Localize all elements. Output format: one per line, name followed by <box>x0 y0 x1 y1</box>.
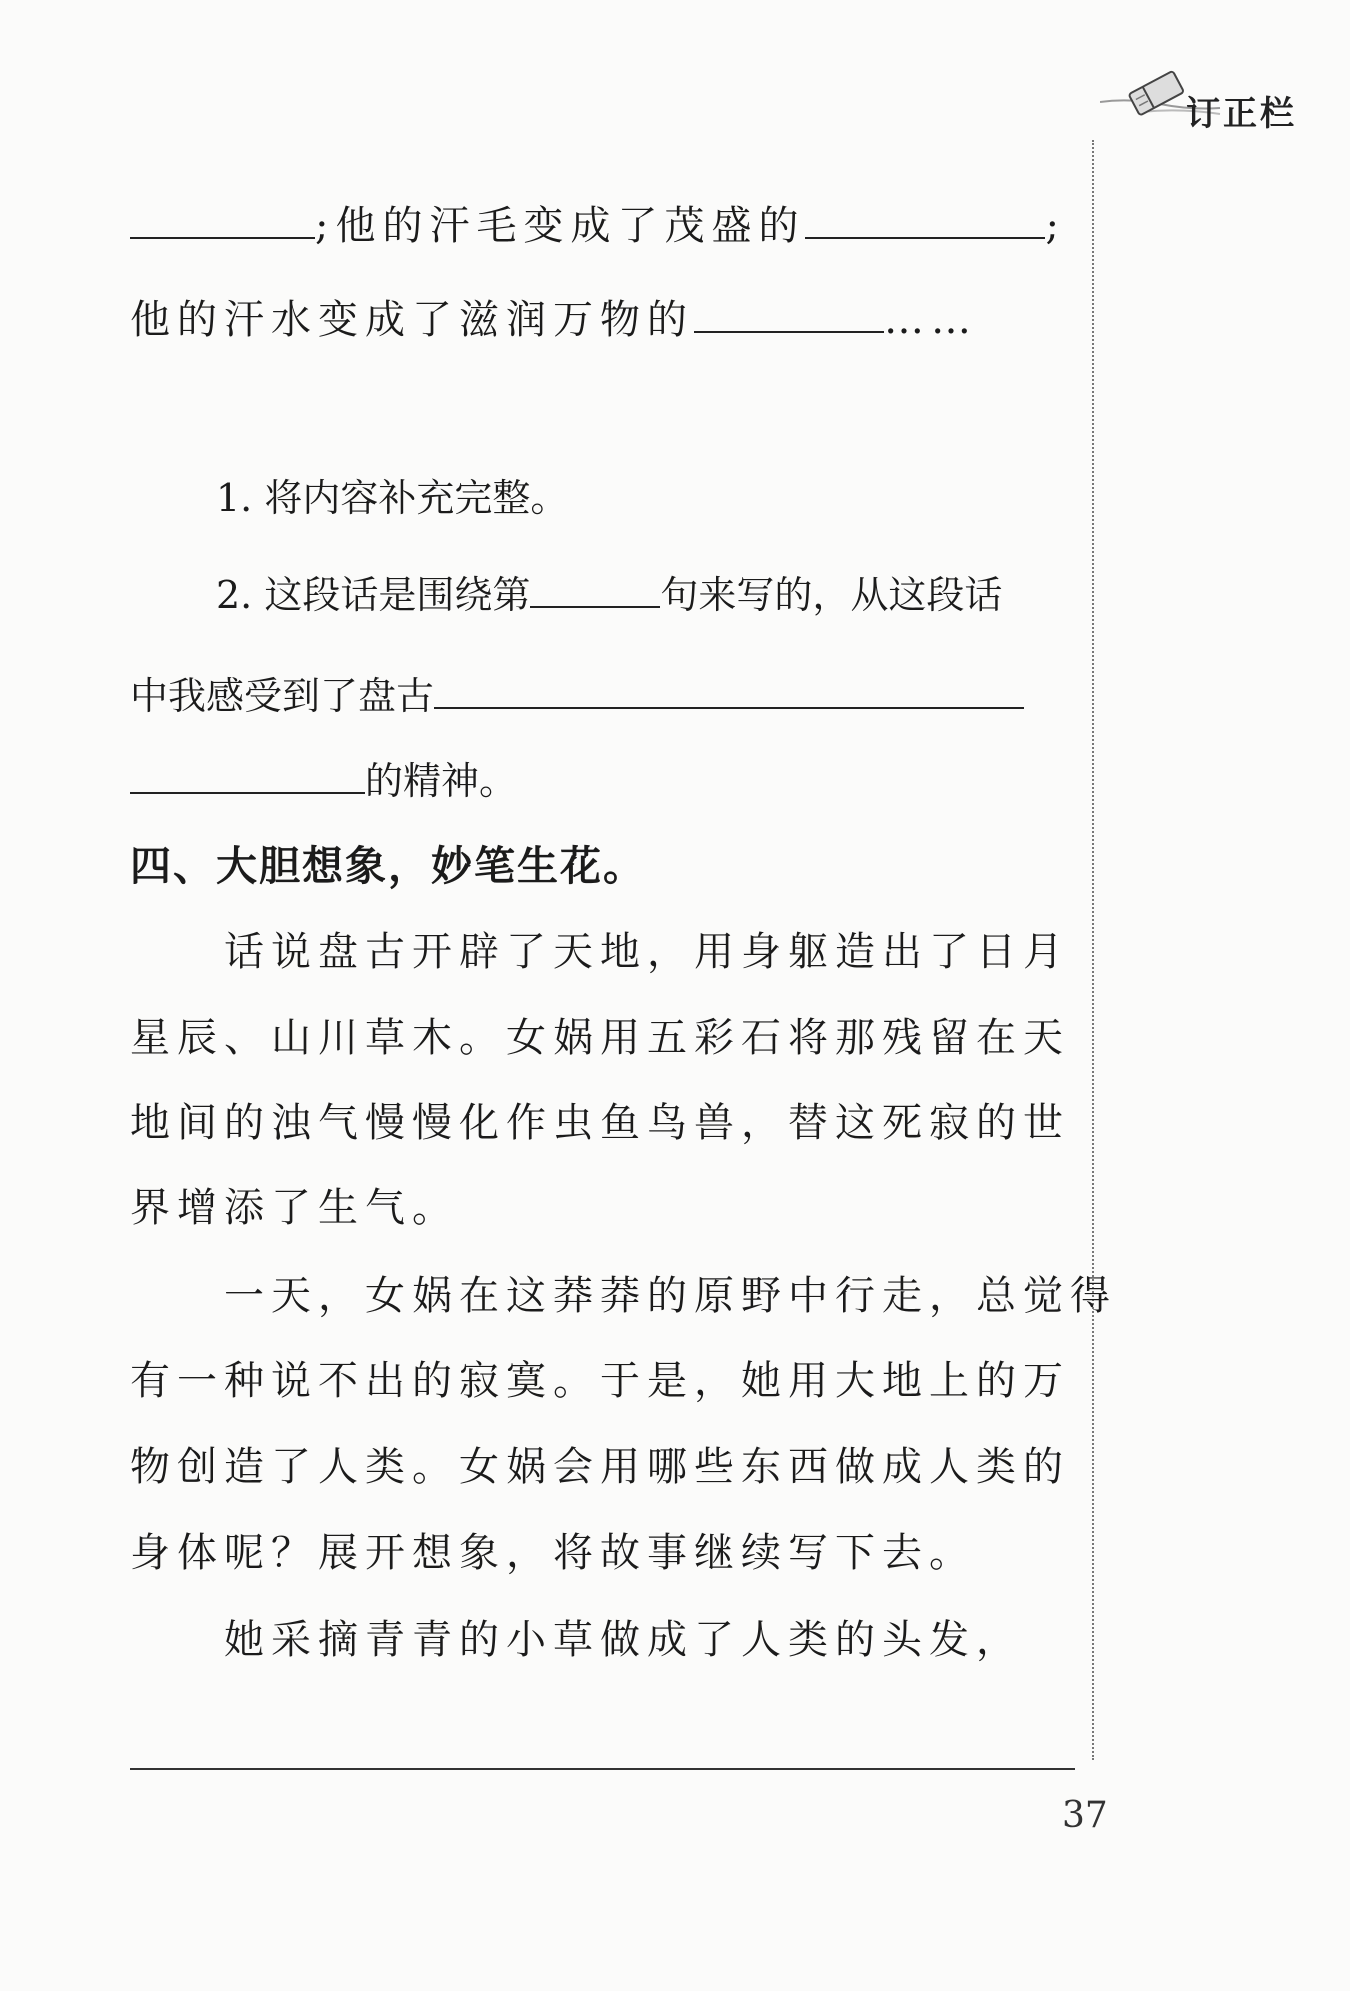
text-segment: 的精神。 <box>365 759 518 803</box>
text-segment: 中我感受到了盘古 <box>130 674 435 718</box>
fill-line-2 <box>130 292 1075 348</box>
page-number: 37 <box>1062 1795 1108 1836</box>
answer-blank[interactable] <box>530 576 660 608</box>
paragraph-line: 界增添了生气。 <box>130 1185 459 1231</box>
correction-column-title: 订正栏 <box>1186 94 1297 134</box>
answer-blank[interactable] <box>130 207 315 239</box>
paragraph-line: 有一种说不出的寂寞。于是，她用大地上的万 <box>130 1358 1070 1404</box>
text-segment: ;他的汗毛变成了茂盛的 <box>315 203 806 249</box>
paragraph-line: 她采摘青青的小草做成了人类的头发， <box>224 1617 1023 1663</box>
question-2-line-3 <box>130 753 1075 809</box>
text-segment: 2. 这段话是围绕第 <box>216 573 531 617</box>
paragraph-line: 身体呢？展开想象，将故事继续写下去。 <box>130 1530 976 1576</box>
text-segment: ; <box>1045 203 1066 249</box>
text-segment: 句来写的，从这段话 <box>660 573 1003 617</box>
question-1: 1. 将内容补充完整。 <box>216 476 569 520</box>
answer-blank[interactable] <box>130 762 365 794</box>
answer-blank[interactable] <box>434 677 1024 709</box>
text-segment: 他的汗水变成了滋润万物的 <box>130 297 694 343</box>
fill-line-1 <box>130 198 1075 254</box>
correction-column-header <box>1100 68 1330 140</box>
question-2 <box>216 567 1161 623</box>
text-segment: …… <box>884 297 978 343</box>
paragraph-line: 星辰、山川草木。女娲用五彩石将那残留在天 <box>130 1015 1070 1061</box>
paragraph-line: 地间的浊气慢慢化作虫鱼鸟兽，替这死寂的世 <box>130 1100 1070 1146</box>
section-heading: 四、大胆想象，妙笔生花。 <box>130 842 646 890</box>
question-2-line-2 <box>130 668 1075 724</box>
answer-blank[interactable] <box>805 207 1045 239</box>
writing-line[interactable] <box>130 1768 1075 1770</box>
answer-blank[interactable] <box>694 301 884 333</box>
paragraph-line: 话说盘古开辟了天地，用身躯造出了日月 <box>224 929 1070 975</box>
paragraph-line: 物创造了人类。女娲会用哪些东西做成人类的 <box>130 1444 1070 1490</box>
paragraph-line: 一天，女娲在这莽莽的原野中行走，总觉得 <box>224 1273 1117 1319</box>
